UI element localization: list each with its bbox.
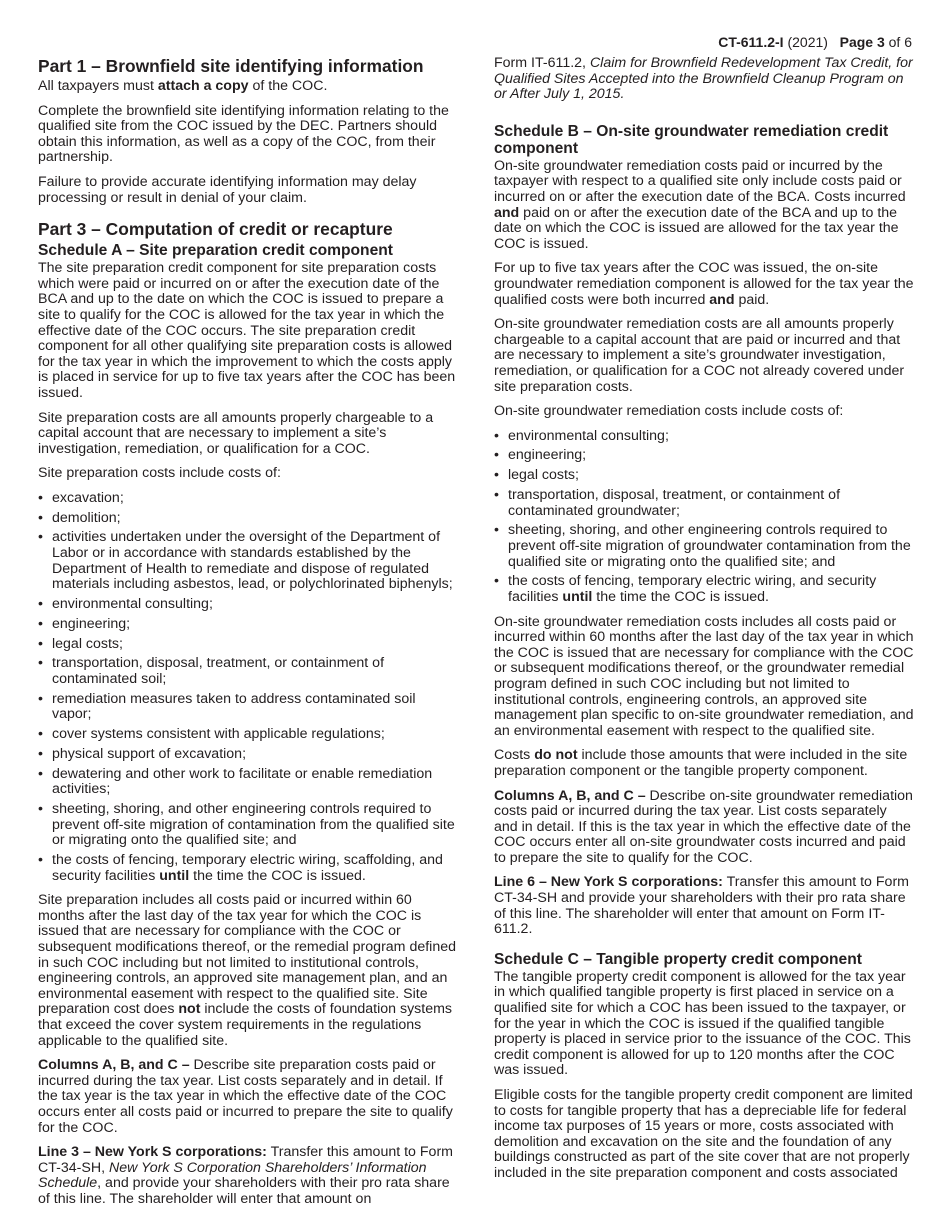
right-column [494,56,914,1191]
list-item: • transportation, disposal, treatment, or containment of contaminated soil; [38,656,458,687]
line-3-continuation: Form IT-611.2, Claim for Brownfield Redevelopment Tax Credit, for Qualified Sites Accepted into the Brownfield Cleanup Program on or After July 1, 2015. [494,55,913,103]
schedule-a-columns-abc: Columns A, B, and C – Describe site preparation costs paid or incurred during the tax year. List costs separately and in detail. If the tax year is the tax year in which the effective date of the COC occurs enter all costs paid or incurred to prepare the site to qualify for the COC. [38,1057,453,1136]
schedule-a-paragraph-4: Site preparation includes all costs paid or incurred within 60 months after the last day of the tax year for which the COC is issued that are necessary for compliance with the COC or subsequent modifications thereof, or the remedial program defined in such COC including but not limited to institutional controls, engineering controls, an approved site management plan, and an environmental easement with respect to the qualified site. Site preparation cost does not include the costs of foundation systems that exceed the cover system requirements in the regulations applicable to the qualified site. [38,892,456,1049]
part1-title: Part 1 – Brownfield site identifying information [38,56,424,76]
left-column [38,56,458,1216]
schedule-b-line-6: Line 6 – New York S corporations: Transfer this amount to Form CT-34-SH and provide your shareholders with their pro rata share of this line. The shareholder will enter that amount on Form IT-611.2. [494,874,909,938]
schedule-b-paragraph-1: On-site groundwater remediation costs paid or incurred by the taxpayer with respect to a qualified site only include costs paid or incurred on or after the execution date of the BCA. Costs incurred and paid on or after the execution date of the BCA and up to the date on which the COC is issued are allowed for the tax year the COC is issued. [494,157,906,252]
list-item: • engineering; [494,448,914,464]
list-item: • engineering; [38,617,458,633]
form-id: CT-611.2-I [718,34,784,50]
schedule-b-title: Schedule B – On-site groundwater remediation credit component [494,122,889,157]
schedule-a-paragraph-3: Site preparation costs include costs of: [38,465,281,482]
schedule-b-paragraph-6: Costs do not include those amounts that were included in the site preparation component or the tangible property component. [494,747,908,779]
schedule-c-title: Schedule C – Tangible property credit component [494,950,862,968]
list-item: • legal costs; [494,468,914,484]
page-of: of 6 [888,34,912,50]
schedule-c-paragraph-2: Eligible costs for the tangible property credit component are limited to costs for tangible property that has a depreciable life for federal income tax purposes of 15 years or more, costs associated with demolition and excavation on the site and the foundation of any buildings constructed as part of the site cover that are not properly included in the site preparation component and costs associated [494,1087,913,1181]
part1-paragraph-3: Failure to provide accurate identifying information may delay processing or result in denial of your claim. [38,173,417,206]
part3-title: Part 3 – Computation of credit or recapture [38,219,393,240]
list-item: • remediation measures taken to address contaminated soil vapor; [38,692,458,723]
part1-paragraph-2: Complete the brownfield site identifying information relating to the qualified site from the COC issued by the DEC. Partners should obtain this information, as well as a copy of the COC, from their partnership. [38,102,449,166]
page-header [718,34,912,50]
schedule-a-cost-list [38,491,458,884]
form-year: (2021) [787,34,828,50]
schedule-c-paragraph-1: The tangible property credit component is allowed for the tax year in which qualified tangible property is first placed in service on a qualified site for which a COC has been issued to the taxpayer, or for the year in which the COC is issued if the qualified tangible property is placed in service prior to the issuance of the COC. This credit component is allowed for up to 120 months after the COC was issued. [494,968,911,1079]
schedule-b-paragraph-4: On-site groundwater remediation costs include costs of: [494,403,844,420]
list-item: • activities undertaken under the oversight of the Department of Labor or in accordance with standards established by the Department of Health to remediate and dispose of regulated materials including asbestos, lead, or polychlorinated biphenyls; [38,530,458,592]
schedule-a-paragraph-2: Site preparation costs are all amounts properly chargeable to a capital account that are necessary to implement a site’s investigation, remediation, or qualification for a COC. [38,409,434,457]
list-item: • legal costs; [38,637,458,653]
schedule-b-paragraph-5: On-site groundwater remediation costs includes all costs paid or incurred within 60 months after the last day of the tax year in which the COC is issued that are necessary for compliance with the COC or subsequent modifications thereof, or the groundwater remedial program defined in such COC including but not limited to institutional controls, engineering controls, an approved site management plan specific to on-site groundwater remediation, and an environmental easement with respect to the qualified site. [494,613,914,739]
schedule-a-paragraph-1: The site preparation credit component for site preparation costs which were paid or incurred on or after the execution date of the BCA and up to the date on which the COC is issued to prepare a site to qualify for the COC is allowed for the tax year in which the effective date of the COC occurs. The site preparation credit component for all other qualifying site preparation costs is allowed for the tax year in which the improvement to which the costs apply is placed in service for up to five tax years after the COC has been issued. [38,260,456,401]
list-item: • sheeting, shoring, and other engineering controls required to prevent off-site migration of groundwater contamination from the qualified site or migrating onto the qualified site; and [494,523,914,570]
list-item: • sheeting, shoring, and other engineering controls required to prevent off-site migration of contamination from the qualified site or migrating onto the qualified site; and [38,802,458,849]
schedule-b-paragraph-3: On-site groundwater remediation costs are all amounts properly chargeable to a capital account that are paid or incurred and that are necessary to implement a site’s groundwater investigation, remediation, or qualification for a COC not already covered under site preparation costs. [494,316,905,395]
part1-paragraph-1: All taxpayers must attach a copy of the COC. [38,78,328,94]
list-item: • the costs of fencing, temporary electric wiring, and security facilities until the time the COC is issued. [494,574,914,605]
schedule-b-paragraph-2: For up to five tax years after the COC was issued, the on-site groundwater remediation component is allowed for the tax year the qualified costs were both incurred and paid. [494,260,914,308]
list-item: • the costs of fencing, temporary electric wiring, scaffolding, and security facilities until the time the COC is issued. [38,853,458,884]
list-item: • excavation; [38,491,458,507]
list-item: • transportation, disposal, treatment, or containment of contaminated groundwater; [494,488,914,519]
list-item: • demolition; [38,511,458,527]
schedule-b-columns-abc: Columns A, B, and C – Describe on-site groundwater remediation costs paid or incurred during the tax year. List costs separately and in detail. If this is the tax year in which the effective date of the COC occurs enter all on-site groundwater costs incurred and paid to prepare the site to qualify for the COC. [494,787,913,866]
list-item: • environmental consulting; [38,597,458,613]
list-item: • environmental consulting; [494,429,914,445]
schedule-a-line-3: Line 3 – New York S corporations: Transfer this amount to Form CT-34-SH, New York S Corporation Shareholders’ Information Schedule, and provide your shareholders with their pro rata share of this line. The shareholder will enter that amount on [38,1144,453,1207]
schedule-b-cost-list [494,429,914,606]
list-item: • dewatering and other work to facilitate or enable remediation activities; [38,767,458,798]
list-item: • physical support of excavation; [38,747,458,763]
schedule-a-title: Schedule A – Site preparation credit component [38,242,393,260]
page-label: Page 3 [839,34,885,50]
list-item: • cover systems consistent with applicable regulations; [38,727,458,743]
